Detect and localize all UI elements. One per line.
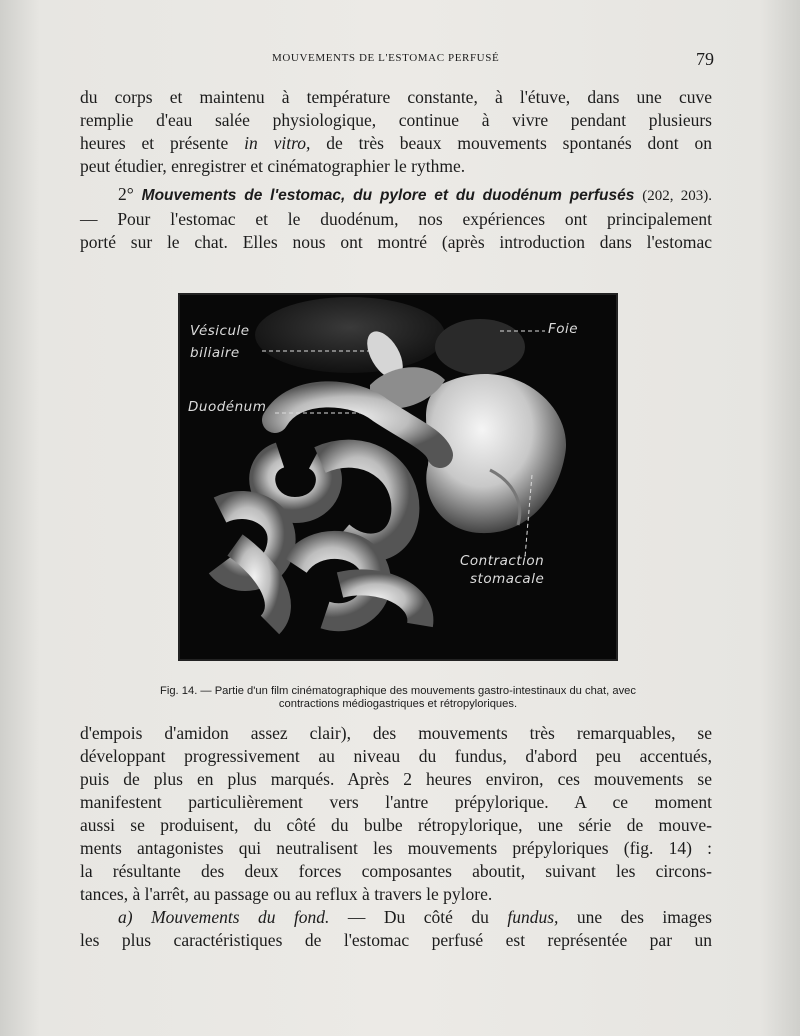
subsection-heading-line [80,906,712,929]
text-line: développant progressivement au niveau du fundus, d'abord peu accentués, [80,746,712,766]
text-span: une des images [558,907,712,927]
paragraph-bottom [80,722,712,952]
text-line: puis de plus en plus marqués. Après 2 heures environ, ces mouvements se [80,769,712,789]
section-refs: (202, 203). [642,188,713,204]
figure-caption [98,685,698,711]
text-line: remplie d'eau salée physiologique, continue à vivre pendant plusieurs [80,110,712,130]
text-line: du corps et maintenu à température constante, à l'étuve, dans une cuve [80,87,712,107]
label-duodenum: Duodénum [188,399,267,415]
label-biliaire: biliaire [190,345,240,361]
text-line: peut étudier, enregistrer et cinématographier le rythme. [80,156,466,176]
caption-line: Fig. 14. — Partie d'un film cinématographique des mouvements gastro-intestinaux du chat, avec [160,685,636,697]
film-frame-figure [178,293,618,661]
section-2 [80,183,712,254]
text-line: ments antagonistes qui neutralisent les mouvements prépyloriques (fig. 14) : [80,838,712,858]
text-line: porté sur le chat. Elles nous ont montré (après introduction dans l'estomac [80,232,712,252]
subsection-marker: a) [118,907,133,927]
section-heading-line [80,183,712,208]
label-contraction: Contraction [460,553,545,569]
italic-term: in vitro, [244,133,311,153]
text-line: — Pour l'estomac et le duodénum, nos expériences ont principalement [80,209,712,229]
text-span: — Du côté du [329,907,508,927]
text-line: manifestent particulièrement vers l'antre prépylorique. A ce moment [80,792,712,812]
page-number: 79 [696,49,714,69]
text-line: les plus caractéristiques de l'estomac perfusé est représentée par un [80,930,712,950]
intestine-photo [180,295,616,659]
text-line: d'empois d'amidon assez clair), des mouvements très remarquables, se [80,723,712,743]
text-span: heures et présente [80,133,245,153]
label-vesicule: Vésicule [190,323,250,339]
running-head [0,49,800,72]
paragraph-top [80,86,712,178]
italic-term: fundus, [507,907,559,927]
text-line: la résultante des deux forces composantes aboutit, suivant les circons- [80,861,712,881]
text-line: tances, à l'arrêt, au passage ou au reflux à travers le pylore. [80,884,493,904]
text-span: de très beaux mouvements spontanés dont on [310,133,713,153]
section-heading: Mouvements de l'estomac, du pylore et du duodénum perfusés [141,187,635,204]
subsection-heading: Mouvements du fond. [151,907,330,927]
text-line [80,132,712,155]
running-title: MOUVEMENTS DE L'ESTOMAC PERFUSÉ [272,52,500,64]
section-number: 2° [118,184,134,204]
text-line: aussi se produisent, du côté du bulbe rétropylorique, une série de mouve- [80,815,712,835]
label-foie: Foie [548,321,579,337]
label-stomacale: stomacale [470,571,545,587]
caption-line: contractions médiogastriques et rétropyloriques. [278,698,518,710]
